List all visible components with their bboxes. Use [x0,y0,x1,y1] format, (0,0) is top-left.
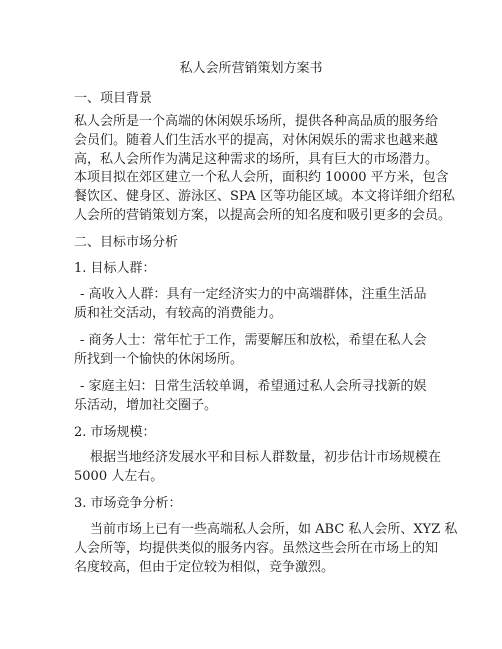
section-heading: 二、目标市场分析 [74,235,179,250]
paragraph-line: 名度较高，但由于定位较为相似，竞争激烈。 [74,560,335,575]
list-item-label: 1. 目标人群： [74,261,156,276]
paragraph-line: 人会所等，均提供类似的服务内容。虽然这些会所在市场上的知 [74,541,439,556]
bullet-line: 乐活动，增加社交圈子。 [74,398,218,413]
paragraph-line: 高，私人会所作为满足这种需求的场所，具有巨大的市场潜力。 [74,152,439,167]
section-heading: 一、项目背景 [74,91,153,106]
paragraph-line: 人会所的营销策划方案，以提高会所的知名度和吸引更多的会员。 [74,208,452,223]
bullet-line: 所找到一个愉快的休闲场所。 [74,352,244,367]
paragraph-line: 当前市场上已有一些高端私人会所，如 ABC 私人会所、XYZ 私 [90,522,458,537]
list-item-label: 3. 市场竞争分析： [74,496,182,511]
document-title: 私人会所营销策划方案书 [179,61,323,76]
paragraph-line: 会员们。随着人们生活水平的提高，对休闲娱乐的需求也越来越 [74,133,439,148]
paragraph-line: 本项目拟在郊区建立一个私人会所，面积约 10000 平方米，包含 [74,170,449,185]
paragraph-line: 5000 人左右。 [74,469,164,484]
bullet-line: - 商务人士：常年忙于工作，需要解压和放松，希望在私人会 [80,333,427,348]
paragraph-line: 根据当地经济发展水平和目标人群数量，初步估计市场规模在 [90,450,442,465]
bullet-line: - 家庭主妇：日常生活较单调，希望通过私人会所寻找新的娱 [80,379,427,394]
paragraph-line: 私人会所是一个高端的休闲娱乐场所，提供各种高品质的服务给 [74,114,439,129]
bullet-line: - 高收入人群：具有一定经济实力的中高端群体，注重生活品 [80,287,427,302]
bullet-line: 质和社交活动，有较高的消费能力。 [74,306,283,321]
list-item-label: 2. 市场规模： [74,425,156,440]
paragraph-line: 餐饮区、健身区、游泳区、SPA 区等功能区域。本文将详细介绍私 [74,189,455,204]
